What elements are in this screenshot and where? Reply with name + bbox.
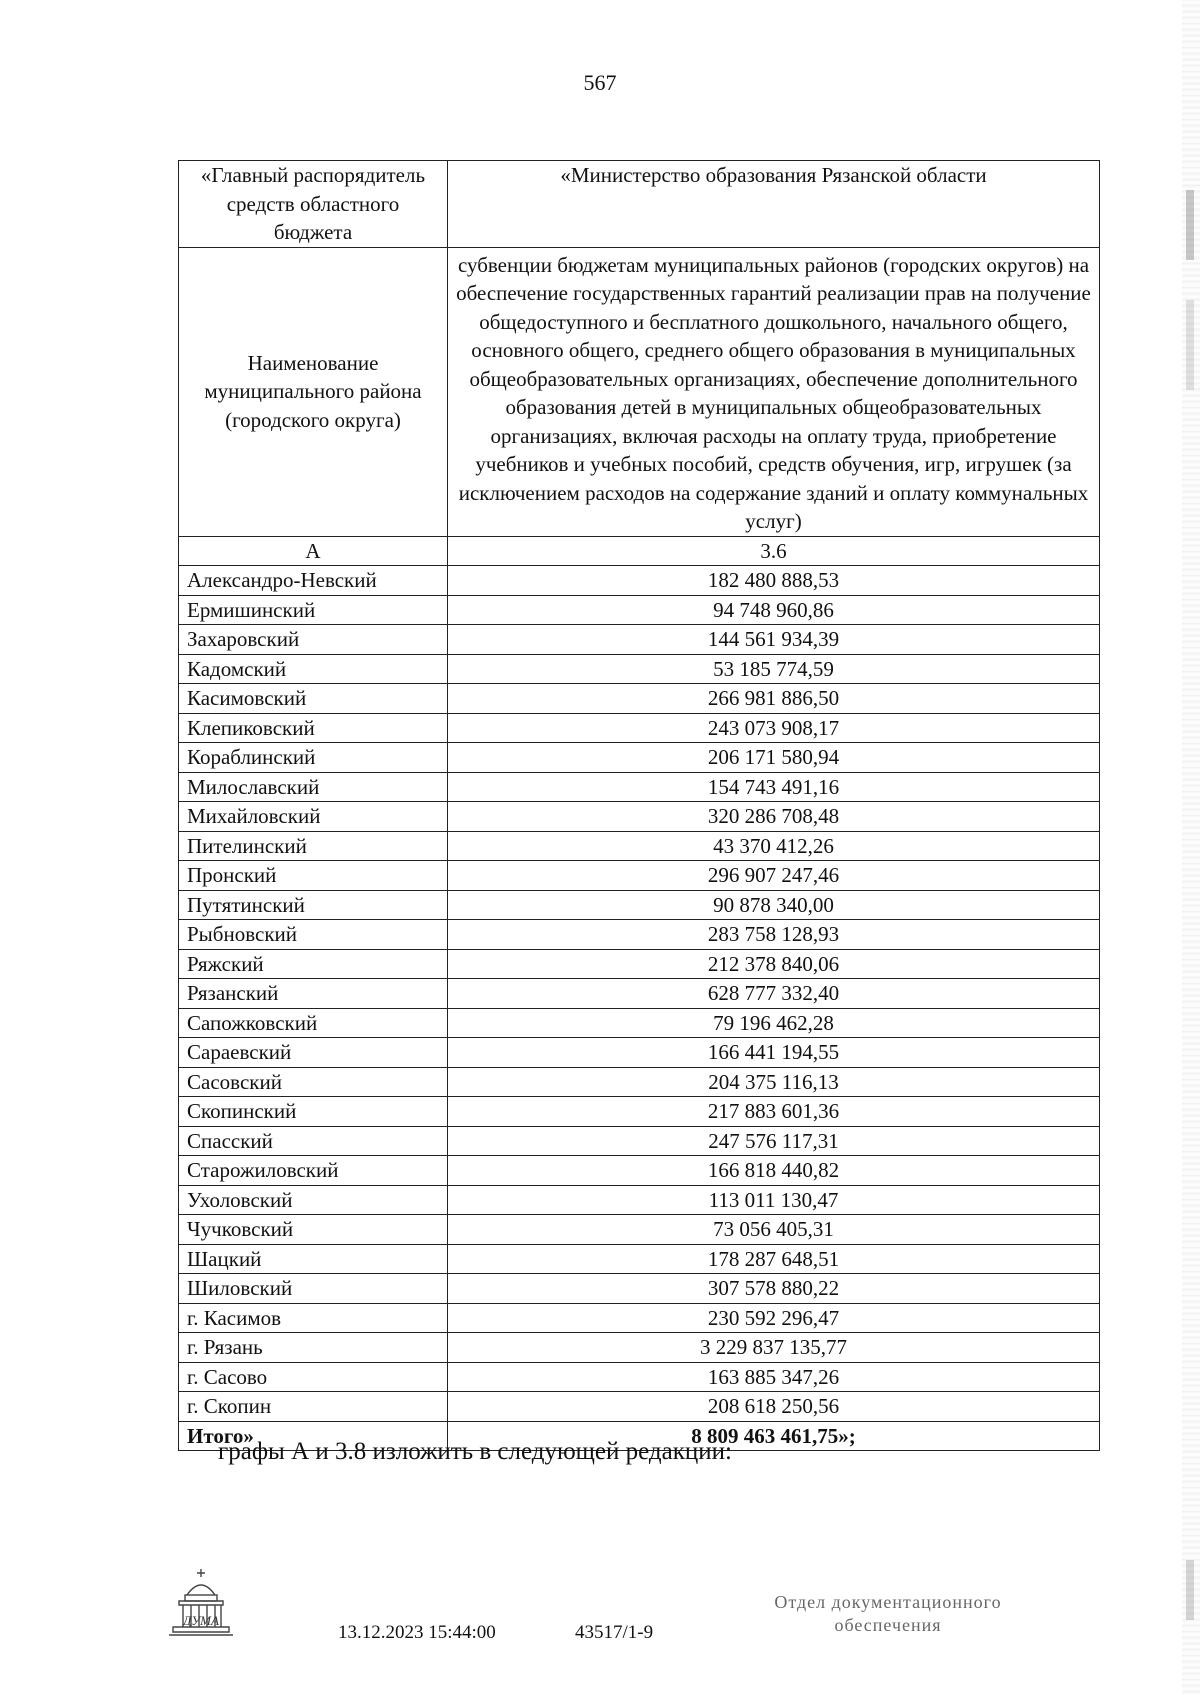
district-name: Кораблинский: [179, 743, 448, 773]
instruction-text: графы А и 3.8 изложить в следующей редакции:: [218, 1438, 732, 1465]
subvention-amount: 94 748 960,86: [448, 595, 1100, 625]
registration-datetime: 13.12.2023 15:44:00: [338, 1622, 496, 1643]
subvention-column-header: субвенции бюджетам муниципальных районов (городских округов) на обеспечение государственных гарантий реализации прав на получение общедоступного и бесплатного дошкольного, начального общего, основного общего, среднего общего образования в муниципальных общеобразовательных организациях, обеспечение дополнительного образования детей в муниципальных общеобразовательных организациях, включая расходы на оплату труда, приобретение учебников и учебных пособий, средств обучения, игр, игрушек (за исключением расходов на содержание зданий и оплату коммунальных услуг): [448, 247, 1100, 536]
district-name: Скопинский: [179, 1097, 448, 1127]
table-row: [179, 949, 1100, 979]
table-row: [179, 1215, 1100, 1245]
table-row: [179, 802, 1100, 832]
table-row: [179, 1038, 1100, 1068]
subvention-amount: 247 576 117,31: [448, 1126, 1100, 1156]
subvention-amount: 73 056 405,31: [448, 1215, 1100, 1245]
district-name: Пителинский: [179, 831, 448, 861]
table-row: [179, 1126, 1100, 1156]
district-name: Шиловский: [179, 1274, 448, 1304]
district-name: Рязанский: [179, 979, 448, 1009]
duma-logo: [165, 1565, 237, 1643]
table-row: [179, 1244, 1100, 1274]
district-name: Ряжский: [179, 949, 448, 979]
subvention-amount: 217 883 601,36: [448, 1097, 1100, 1127]
table-row: [179, 1185, 1100, 1215]
district-name: Пронский: [179, 861, 448, 891]
district-name: г. Рязань: [179, 1333, 448, 1363]
table-row: [179, 979, 1100, 1009]
total-amount: 8 809 463 461,75»;: [448, 1421, 1100, 1451]
subvention-amount: 53 185 774,59: [448, 654, 1100, 684]
header-row-distributor: [179, 161, 1100, 248]
table-row: [179, 566, 1100, 596]
table-row: [179, 625, 1100, 655]
table-row: [179, 890, 1100, 920]
subvention-amount: 206 171 580,94: [448, 743, 1100, 773]
table-row: [179, 1392, 1100, 1422]
district-name: Ермишинский: [179, 595, 448, 625]
subvention-amount: 154 743 491,16: [448, 772, 1100, 802]
subvention-amount: 266 981 886,50: [448, 684, 1100, 714]
district-name: Путятинский: [179, 890, 448, 920]
table-row: [179, 1274, 1100, 1304]
stamp-line-2: обеспечения: [834, 1615, 942, 1635]
subvention-amount: 166 441 194,55: [448, 1038, 1100, 1068]
subvention-amount: 307 578 880,22: [448, 1274, 1100, 1304]
subvention-amount: 243 073 908,17: [448, 713, 1100, 743]
column-index-3-6: 3.6: [448, 536, 1100, 566]
district-name: Кадомский: [179, 654, 448, 684]
table-row: [179, 684, 1100, 714]
district-name: Милославский: [179, 772, 448, 802]
subvention-amount: 79 196 462,28: [448, 1008, 1100, 1038]
district-name: Ухоловский: [179, 1185, 448, 1215]
table-row: [179, 1333, 1100, 1363]
district-column-header: Наименование муниципального района (городского округа): [179, 247, 448, 536]
table-row: [179, 1067, 1100, 1097]
subvention-amount: 144 561 934,39: [448, 625, 1100, 655]
district-name: Шацкий: [179, 1244, 448, 1274]
subvention-amount: 113 011 130,47: [448, 1185, 1100, 1215]
district-name: Спасский: [179, 1126, 448, 1156]
ministry-name: «Министерство образования Рязанской области: [448, 161, 1100, 248]
subvention-amount: 43 370 412,26: [448, 831, 1100, 861]
subvention-amount: 178 287 648,51: [448, 1244, 1100, 1274]
district-name: Сапожковский: [179, 1008, 448, 1038]
district-name: Клепиковский: [179, 713, 448, 743]
scan-mark: [1186, 190, 1194, 260]
stamp-line-1: Отдел документационного: [774, 1592, 1002, 1612]
total-label: Итого»: [179, 1421, 448, 1451]
subvention-amount: 90 878 340,00: [448, 890, 1100, 920]
column-index-a: А: [179, 536, 448, 566]
district-name: г. Касимов: [179, 1303, 448, 1333]
table-row: [179, 1156, 1100, 1186]
table-row: [179, 743, 1100, 773]
department-stamp: [748, 1591, 1028, 1637]
subvention-table: [178, 160, 1100, 1451]
table-row: [179, 772, 1100, 802]
column-index-row: [179, 536, 1100, 566]
table-row: [179, 831, 1100, 861]
table-row: [179, 861, 1100, 891]
header-row-columns: [179, 247, 1100, 536]
subvention-amount: 182 480 888,53: [448, 566, 1100, 596]
subvention-amount: 166 818 440,82: [448, 1156, 1100, 1186]
subvention-amount: 212 378 840,06: [448, 949, 1100, 979]
table-row: [179, 1097, 1100, 1127]
district-name: Чучковский: [179, 1215, 448, 1245]
subvention-amount: 204 375 116,13: [448, 1067, 1100, 1097]
district-name: Александро-Невский: [179, 566, 448, 596]
logo-lettering: ДУМА: [183, 1613, 219, 1628]
district-name: Касимовский: [179, 684, 448, 714]
page-number: 567: [583, 70, 617, 95]
subvention-amount: 3 229 837 135,77: [448, 1333, 1100, 1363]
subvention-amount: 208 618 250,56: [448, 1392, 1100, 1422]
table-row: [179, 1008, 1100, 1038]
table-row: [179, 920, 1100, 950]
subvention-amount: 320 286 708,48: [448, 802, 1100, 832]
table-row: [179, 1303, 1100, 1333]
table-row: [179, 595, 1100, 625]
district-name: Захаровский: [179, 625, 448, 655]
table-row: [179, 654, 1100, 684]
distributor-label: «Главный распорядитель средств областного бюджета: [179, 161, 448, 248]
subvention-amount: 628 777 332,40: [448, 979, 1100, 1009]
district-name: г. Сасово: [179, 1362, 448, 1392]
table-row: [179, 713, 1100, 743]
subvention-amount: 163 885 347,26: [448, 1362, 1100, 1392]
subvention-amount: 296 907 247,46: [448, 861, 1100, 891]
subvention-amount: 283 758 128,93: [448, 920, 1100, 950]
district-name: Сасовский: [179, 1067, 448, 1097]
district-name: Старожиловский: [179, 1156, 448, 1186]
scan-mark: [1186, 1560, 1194, 1620]
subvention-amount: 230 592 296,47: [448, 1303, 1100, 1333]
scan-mark: [1186, 300, 1194, 390]
district-name: г. Скопин: [179, 1392, 448, 1422]
district-name: Сараевский: [179, 1038, 448, 1068]
registration-number: 43517/1-9: [575, 1622, 654, 1643]
table-row: [179, 1362, 1100, 1392]
district-name: Рыбновский: [179, 920, 448, 950]
district-name: Михайловский: [179, 802, 448, 832]
